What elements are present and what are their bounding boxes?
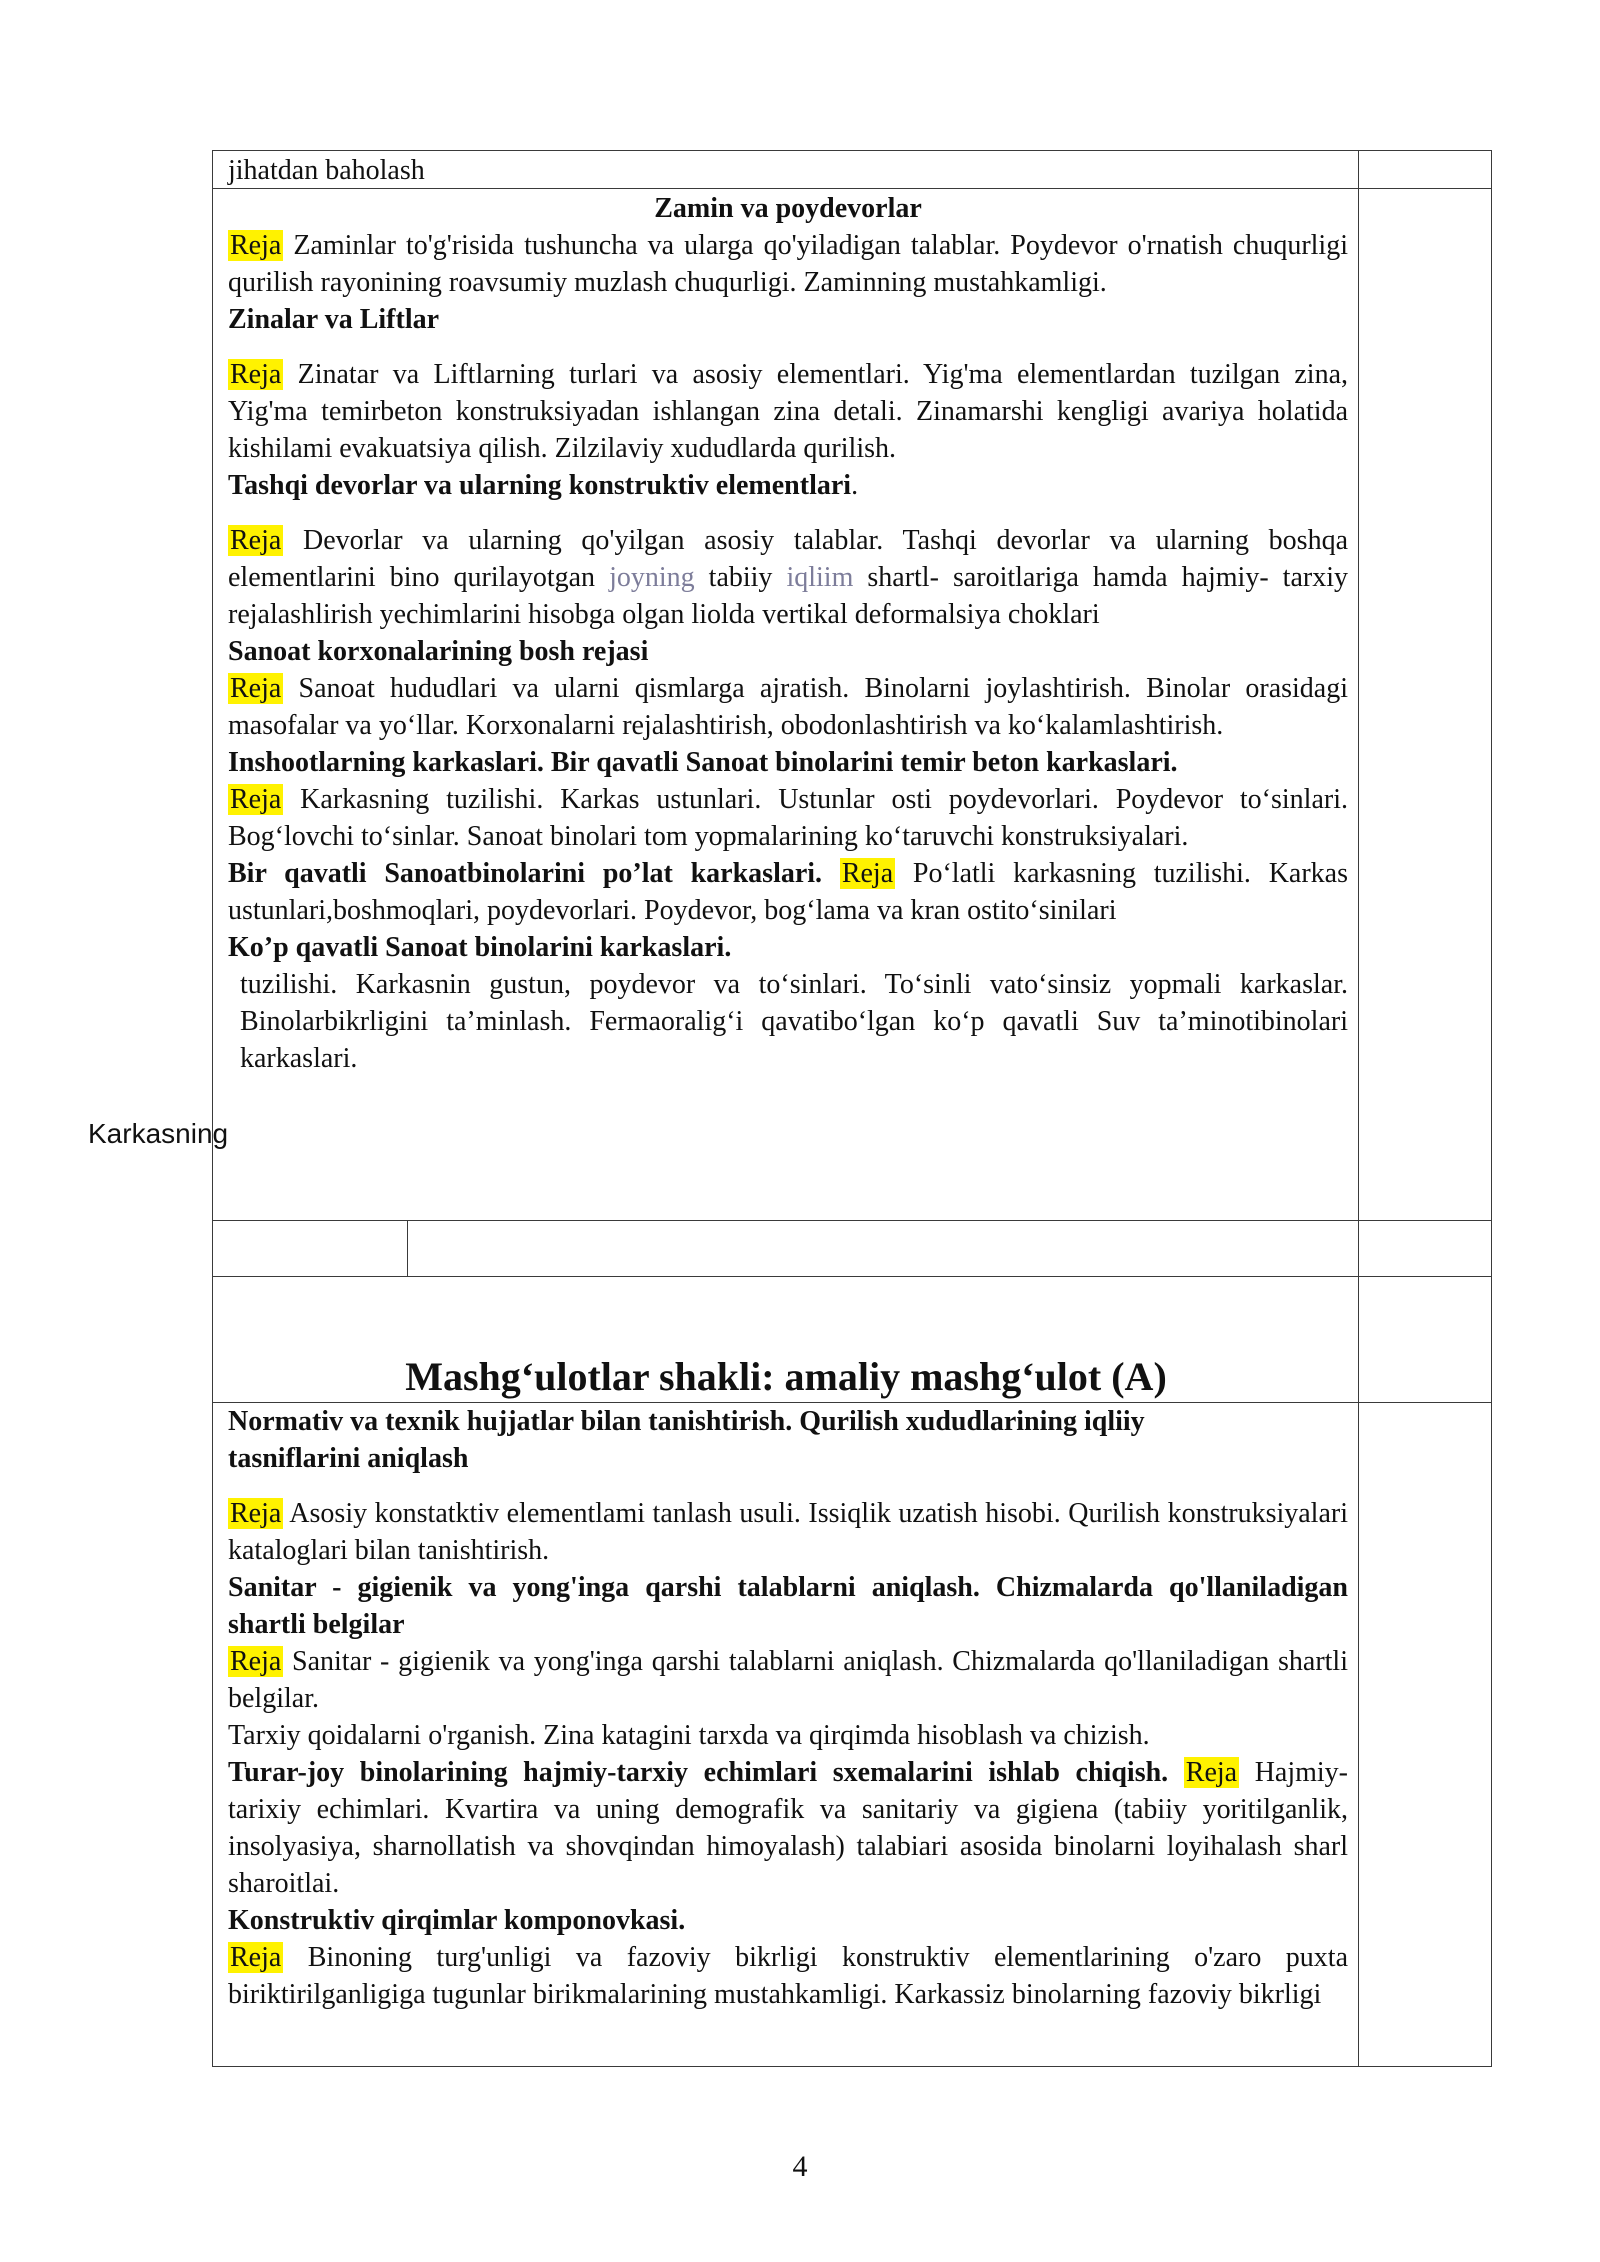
- reja-highlight: Reja: [230, 1498, 282, 1529]
- practical-konstruktiv-plan: [228, 1939, 1348, 2013]
- practical-title-turar-joy: Turar-joy binolarining hajmiy-tarxiy echimlari sxemalarini ishlab chiqish.: [228, 1757, 1169, 1788]
- page-number: 4: [792, 2150, 808, 2183]
- muted-word: joyning: [609, 562, 695, 593]
- topic-title-inshoot: Inshootlarning karkaslari. Bir qavatli Sanoat binolarini temir beton karkaslari.: [228, 747, 1178, 778]
- topic-inshoot-plan: [228, 781, 1348, 855]
- section-title-zamin: Zamin va poydevorlar: [654, 193, 922, 224]
- empty-cell-divider: [407, 1220, 408, 1276]
- topic-title-text: Tashqi devorlar va ularning konstruktiv elementlari: [228, 470, 852, 501]
- topic-title-tashqi: [228, 467, 1348, 504]
- row-divider: [212, 1276, 1492, 1277]
- reja-highlight: Reja: [1185, 1757, 1238, 1788]
- top-row-text: jihatdan baholash: [228, 155, 425, 186]
- practical-normativ-plan: [228, 1495, 1348, 1569]
- reja-highlight: Reja: [230, 784, 282, 815]
- row-divider: [212, 1220, 1492, 1221]
- column-divider: [1358, 150, 1359, 2067]
- practical-section-heading: Mashg‘ulotlar shakli: amaliy mashg‘ulot (A): [405, 1354, 1167, 1399]
- reja-highlight: Reja: [230, 359, 282, 390]
- topic-tashqi-plan: [228, 522, 1348, 633]
- topic-zamin-plan: [228, 227, 1348, 301]
- plan-text: Karkasning tuzilishi. Karkas ustunlari. Ustunlar osti poydevorlari. Poydevor to‘sinlari. Bog‘lovchi to‘sinlar. Sanoat binolari tom yopmalarining ko‘taruvchi konstruksiyalari.: [228, 784, 1348, 852]
- practical-topics-cell: [228, 1403, 1348, 2013]
- practical-turar-joy: [228, 1754, 1348, 1902]
- topic-kop-qavatli-text: tuzilishi. Karkasnin gustun, poydevor va to‘sinlari. To‘sinli vato‘sinsiz yopmali karkaslar. Binolarbikrligini ta’minlash. Fermaoralig‘i qavatibo‘lgan ko‘p qavatli Suv ta’minotibinolari karkaslari.: [240, 969, 1348, 1074]
- top-row-cell: [228, 152, 1348, 189]
- reja-highlight: Reja: [230, 1942, 282, 1973]
- practical-sanitar-extra: Tarxiy qoidalarni o'rganish. Zina katagini tarxda va qirqimda hisoblash va chizish.: [228, 1720, 1150, 1751]
- reja-highlight: Reja: [841, 858, 894, 889]
- reja-highlight: Reja: [230, 1646, 282, 1677]
- plan-text: Hajmiy-tarixiy echimlari. Kvartira va uning demografik va sanitariy va gigiena (tabiiy yoritilganlik, insolyasiya, sharnollatish va shovqindan himoyalash) talabiari asosida binolarni loyihalash sharl sharoitlai.: [228, 1757, 1348, 1899]
- plan-text: Zaminlar to'g'risida tushuncha va ularga qo'yiladigan talablar. Poydevor o'rnatish chuqurligi qurilish rayonining roavsumiy muzlash chuqurligi. Zaminning mustahkamligi.: [228, 230, 1348, 298]
- practical-title-konstruktiv: Konstruktiv qirqimlar komponovkasi.: [228, 1905, 686, 1936]
- plan-text: shartl- saroitlariga hamda hajmiy- tarxiy rejalashlirish yechimlarini hisobga olgan liolda vertikal deformalsiya choklari: [228, 562, 1348, 630]
- topic-sanoat-plan: [228, 670, 1348, 744]
- practical-sanitar-plan: [228, 1643, 1348, 1717]
- plan-text: tabiiy: [694, 562, 787, 593]
- plan-text: Sanoat hududlari va ularni qismlarga ajratish. Binolarni joylashtirish. Binolar orasidagi masofalar va yo‘llar. Korxonalarni rejalashtirish, obodonlashtirish va ko‘kalamlashtirish.: [228, 673, 1348, 741]
- title-end: .: [851, 470, 859, 501]
- topic-title-kop-qavatli: Ko’p qavatli Sanoat binolarini karkaslari.: [228, 932, 732, 963]
- muted-word: iqliim: [786, 562, 854, 593]
- lecture-topics-cell: [228, 190, 1348, 1077]
- plan-text: Sanitar - gigienik va yong'inga qarshi talablarni aniqlash. Chizmalarda qo'llaniladigan shartli belgilar.: [228, 1646, 1348, 1714]
- plan-text: Po‘latli karkasning tuzilishi. Karkas ustunlari,boshmoqlari, poydevorlari. Poydevor, bog‘lama va kran ostito‘sinilari: [228, 858, 1348, 926]
- practical-title-normativ: Normativ va texnik hujjatlar bilan tanishtirish. Qurilish xududlarining iqliiy tasniflarini aniqlash: [228, 1406, 1145, 1474]
- topic-title-polat: Bir qavatli Sanoatbinolarini po’lat karkaslari.: [228, 858, 823, 889]
- plan-text: Zinatar va Liftlarning turlari va asosiy elementlari. Yig'ma elementlardan tuzilgan zina, Yig'ma temirbeton konstruksiyadan ishlangan zina detali. Zinamarshi kengligi avariya holatida kishilami evakuatsiya qilish. Zilzilaviy xududlarda qurilish.: [228, 359, 1348, 464]
- topic-title-sanoat: Sanoat korxonalarining bosh rejasi: [228, 636, 649, 667]
- plan-text: Asosiy konstatktiv elementlami tanlash usuli. Issiqlik uzatish hisobi. Qurilish konstruksiyalari kataloglari bilan tanishtirish.: [228, 1498, 1348, 1566]
- topic-title-zinalar: Zinalar va Liftlar: [228, 304, 440, 335]
- practical-title-sanitar: Sanitar - gigienik va yong'inga qarshi talablarni aniqlash. Chizmalarda qo'llaniladigan shartli belgilar: [228, 1572, 1348, 1640]
- topic-polat: [228, 855, 1348, 929]
- stray-word: Karkasning: [88, 1118, 229, 1149]
- reja-highlight: Reja: [230, 525, 282, 556]
- plan-text: Binoning turg'unligi va fazoviy bikrligi konstruktiv elementlarining o'zaro puxta biriktirilganligiga tugunlar birikmalarining mustahkamligi. Karkassiz binolarning fazoviy bikrligi: [228, 1942, 1348, 2010]
- reja-highlight: Reja: [230, 230, 282, 261]
- plan-text: Devorlar va ularning qo'yilgan asosiy talablar. Tashqi devorlar va ularning boshqa elementlarini bino qurilayotgan: [228, 525, 1348, 593]
- topic-zinalar-plan: [228, 356, 1348, 467]
- reja-highlight: Reja: [230, 673, 282, 704]
